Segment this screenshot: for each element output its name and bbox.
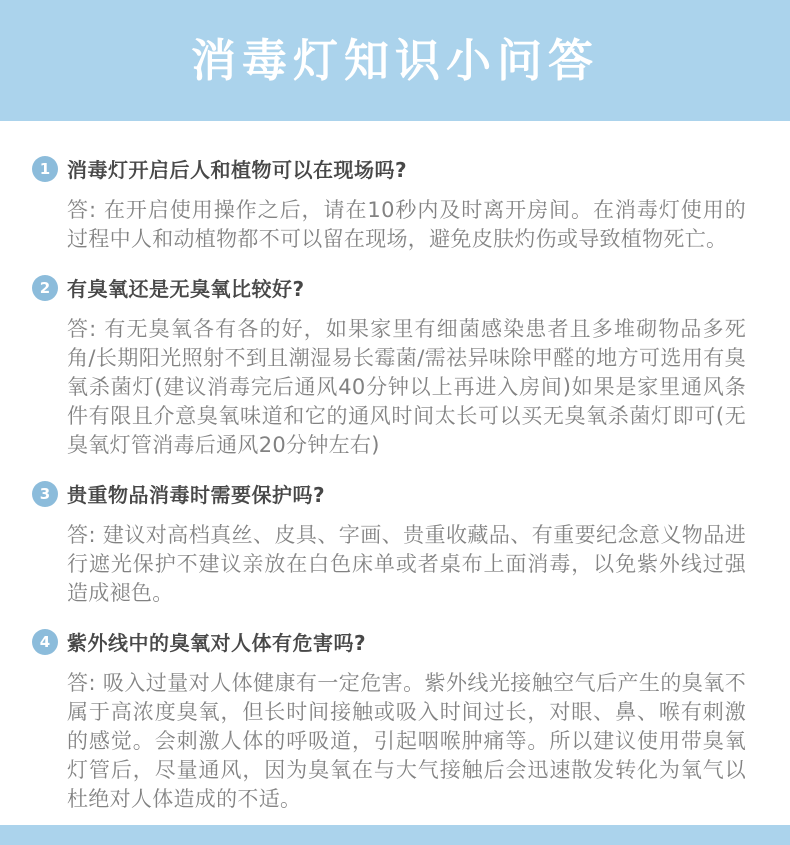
qa-item <box>32 273 746 460</box>
question-row <box>32 273 746 302</box>
answer-text: 答: 建议对高档真丝、皮具、字画、贵重收藏品、有重要纪念意义物品进行遮光保护不建议亲放在白色床单或者桌布上面消毒，以免紫外线过强造成褪色。 <box>67 523 746 605</box>
number-badge <box>32 275 58 301</box>
question-row <box>32 154 746 183</box>
question-text: 紫外线中的臭氧对人体有危害吗? <box>67 631 367 655</box>
badge-number: 2 <box>39 278 51 297</box>
question-row <box>32 627 746 656</box>
number-badge <box>32 481 58 507</box>
qa-item <box>32 627 746 814</box>
number-badge <box>32 629 58 655</box>
answer-text: 答: 吸入过量对人体健康有一定危害。紫外线光接触空气后产生的臭氧不属于高浓度臭氧，但长时间接触或吸入时间过长，对眼、鼻、喉有刺激的感觉。会刺激人体的呼吸道，引起咽喉肿痛等。所以建议使用带臭氧灯管后，尽量通风，因为臭氧在与大气接触后会迅速散发转化为氧气以杜绝对人体造成的不适。 <box>67 671 746 811</box>
footer-band <box>0 825 790 845</box>
question-row <box>32 479 746 508</box>
page-title: 消毒灯知识小问答 <box>190 34 599 87</box>
header-band <box>0 0 790 121</box>
answer-text: 答: 有无臭氧各有各的好，如果家里有细菌感染患者且多堆砌物品多死角/长期阳光照射不到且潮湿易长霉菌/需祛异味除甲醛的地方可选用有臭氧杀菌灯(建议消毒完后通风40分钟以上再进入房间)如果是家里通风条件有限且介意臭氧味道和它的通风时间太长可以买无臭氧杀菌灯即可(无臭氧灯管消毒后通风20分钟左右) <box>67 317 746 457</box>
badge-number: 4 <box>39 632 51 651</box>
badge-number: 1 <box>39 159 51 178</box>
number-badge <box>32 156 58 182</box>
question-text: 有臭氧还是无臭氧比较好? <box>67 277 305 301</box>
badge-number: 3 <box>39 484 51 503</box>
answer-text: 答: 在开启使用操作之后，请在10秒内及时离开房间。在消毒灯使用的过程中人和动植物都不可以留在现场，避免皮肤灼伤或导致植物死亡。 <box>67 198 746 251</box>
qa-item <box>32 154 746 254</box>
question-text: 贵重物品消毒时需要保护吗? <box>67 483 326 507</box>
question-text: 消毒灯开启后人和植物可以在现场吗? <box>67 158 408 182</box>
qa-item <box>32 479 746 608</box>
faq-content <box>0 121 790 825</box>
